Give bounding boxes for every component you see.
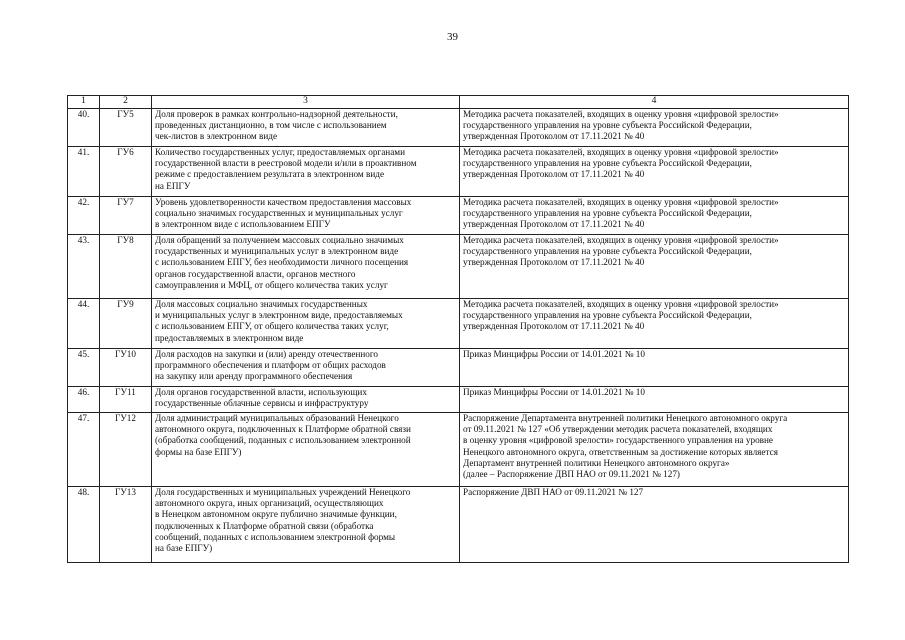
header-col-2: 2 <box>100 96 152 109</box>
row-source: Методика расчета показателей, входящих в оценку уровня «цифровой зрелости» государственного управления на уровне субъекта Российской Федерации, утвержденная Протоколом от 17.11.2021 № 40 <box>460 235 849 299</box>
row-number: 46. <box>68 387 100 413</box>
table-row <box>68 147 849 197</box>
row-number: 40. <box>68 109 100 147</box>
table-row <box>68 235 849 299</box>
table-row <box>68 487 849 563</box>
row-source: Методика расчета показателей, входящих в оценку уровня «цифровой зрелости» государственного управления на уровне субъекта Российской Федерации, утвержденная Протоколом от 17.11.2021 № 40 <box>460 147 849 197</box>
row-number: 42. <box>68 197 100 235</box>
row-indicator: Доля органов государственной власти, использующих государственные облачные сервисы и инфраструктуру <box>152 387 460 413</box>
row-indicator: Доля администраций муниципальных образований Ненецкого автономного округа, подключенных к Платформе обратной связи (обработка сообщений, поданных с использованием электронной формы на базе ЕПГУ) <box>152 413 460 487</box>
table-row <box>68 349 849 387</box>
table-row <box>68 197 849 235</box>
row-code: ГУ8 <box>100 235 152 299</box>
row-indicator: Доля расходов на закупки и (или) аренду отечественного программного обеспечения и платформ от общих расходов на закупку или аренду программного обеспечения <box>152 349 460 387</box>
row-indicator: Доля государственных и муниципальных учреждений Ненецкого автономного округа, иных организаций, осуществляющих в Ненецком автономном округе публично значимые функции, подключенных к Платформе обратной связи (обработка сообщений, поданных с использованием электронной формы на базе ЕПГУ) <box>152 487 460 563</box>
row-indicator: Доля обращений за получением массовых социально значимых государственных и муниципальных услуг в электронном виде с использованием ЕПГУ, без необходимости личного посещения органов государственной власти, органов местного самоуправления и МФЦ, от общего количества таких услуг <box>152 235 460 299</box>
indicators-table <box>67 95 849 563</box>
table-header-row <box>68 96 849 109</box>
row-source: Методика расчета показателей, входящих в оценку уровня «цифровой зрелости» государственного управления на уровне субъекта Российской Федерации, утвержденная Протоколом от 17.11.2021 № 40 <box>460 197 849 235</box>
row-source: Методика расчета показателей, входящих в оценку уровня «цифровой зрелости» государственного управления на уровне субъекта Российской Федерации, утвержденная Протоколом от 17.11.2021 № 40 <box>460 299 849 349</box>
row-source: Методика расчета показателей, входящих в оценку уровня «цифровой зрелости» государственного управления на уровне субъекта Российской Федерации, утвержденная Протоколом от 17.11.2021 № 40 <box>460 109 849 147</box>
row-code: ГУ11 <box>100 387 152 413</box>
table-row <box>68 109 849 147</box>
table-row <box>68 387 849 413</box>
row-code: ГУ9 <box>100 299 152 349</box>
row-number: 47. <box>68 413 100 487</box>
row-number: 43. <box>68 235 100 299</box>
table-row <box>68 299 849 349</box>
row-number: 48. <box>68 487 100 563</box>
row-code: ГУ12 <box>100 413 152 487</box>
row-source: Распоряжение ДВП НАО от 09.11.2021 № 127 <box>460 487 849 563</box>
row-source: Приказ Минцифры России от 14.01.2021 № 10 <box>460 349 849 387</box>
row-number: 44. <box>68 299 100 349</box>
row-indicator: Доля проверок в рамках контрольно-надзорной деятельности, проведенных дистанционно, в том числе с использованием чек-листов в электронном виде <box>152 109 460 147</box>
row-indicator: Уровень удовлетворенности качеством предоставления массовых социально значимых государственных и муниципальных услуг в электронном виде с использованием ЕПГУ <box>152 197 460 235</box>
row-number: 41. <box>68 147 100 197</box>
header-col-1: 1 <box>68 96 100 109</box>
row-indicator: Доля массовых социально значимых государственных и муниципальных услуг в электронном виде, предоставляемых с использованием ЕПГУ, от общего количества таких услуг, предоставляемых в электронном виде <box>152 299 460 349</box>
row-code: ГУ6 <box>100 147 152 197</box>
row-code: ГУ10 <box>100 349 152 387</box>
row-code: ГУ13 <box>100 487 152 563</box>
row-number: 45. <box>68 349 100 387</box>
row-source: Распоряжение Департамента внутренней политики Ненецкого автономного округа от 09.11.2021 № 127 «Об утверждении методик расчета показателей, входящих в оценку уровня «цифровой зрелости» государственного управления на уровне Ненецкого автономного округа, ответственным за достижение которых является Департамент внутренней политики Ненецкого автономного округа» (далее – Распоряжение ДВП НАО от 09.11.2021 № 127) <box>460 413 849 487</box>
table-row <box>68 413 849 487</box>
row-code: ГУ5 <box>100 109 152 147</box>
row-indicator: Количество государственных услуг, предоставляемых органами государственной власти в реестровой модели и/или в проактивном режиме с предоставлением результата в электронном виде на ЕПГУ <box>152 147 460 197</box>
row-code: ГУ7 <box>100 197 152 235</box>
header-col-3: 3 <box>152 96 460 109</box>
page-number: 39 <box>447 31 458 43</box>
row-source: Приказ Минцифры России от 14.01.2021 № 10 <box>460 387 849 413</box>
header-col-4: 4 <box>460 96 849 109</box>
